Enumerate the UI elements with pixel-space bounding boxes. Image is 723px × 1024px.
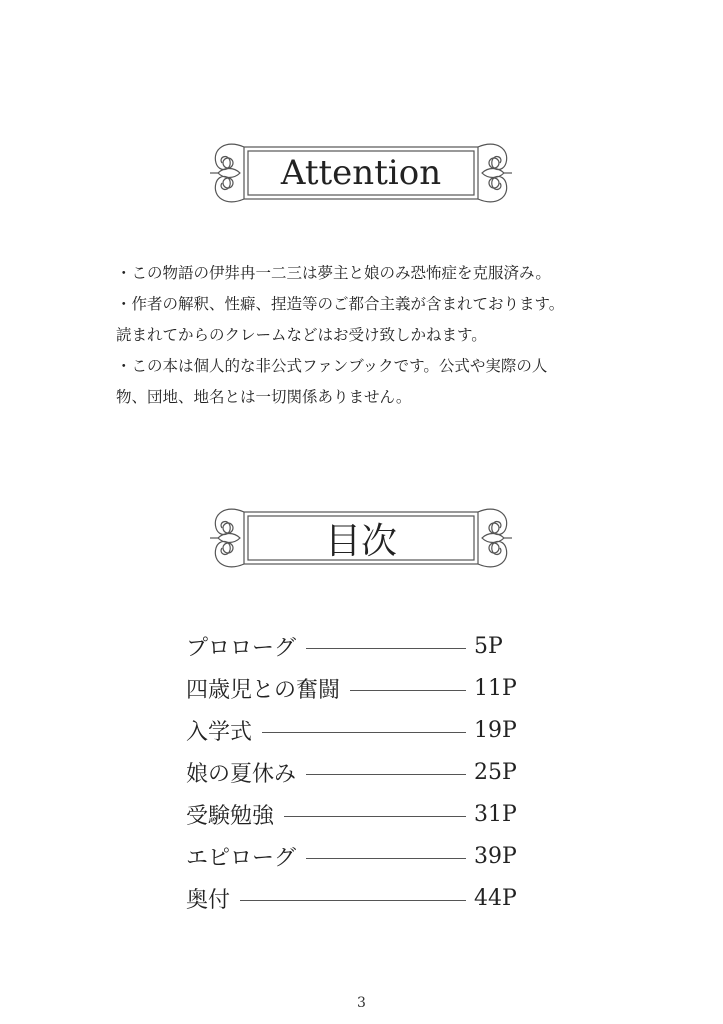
attention-line: ・この本は個人的な非公式ファンブックです。公式や実際の人 <box>116 357 548 375</box>
toc-entry[interactable] <box>186 709 526 751</box>
toc-entry-page: 44P <box>474 885 517 911</box>
toc-leader-line <box>284 816 466 817</box>
toc-entry[interactable] <box>186 667 526 709</box>
attention-line: 物、団地、地名とは一切関係ありません。 <box>116 388 412 406</box>
attention-line: ・この物語の伊弉冉一二三は夢主と娘のみ恐怖症を克服済み。 <box>116 264 551 282</box>
toc-entry-title: 四歳児との奮闘 <box>186 677 341 703</box>
toc-leader-line <box>306 858 466 859</box>
toc-leader-line <box>350 690 466 691</box>
toc-entry-page: 39P <box>474 843 517 869</box>
toc-leader-line <box>262 732 466 733</box>
toc-entry[interactable] <box>186 625 526 667</box>
toc-entry-page: 19P <box>474 717 517 743</box>
toc-entry[interactable] <box>186 877 526 919</box>
attention-line: 読まれてからのクレームなどはお受け致しかねます。 <box>116 326 487 344</box>
toc-entry-page: 31P <box>474 801 517 827</box>
attention-notes <box>116 258 636 413</box>
page-number: 3 <box>357 995 366 1011</box>
toc-entry-page: 11P <box>474 675 517 701</box>
toc-entry[interactable] <box>186 793 526 835</box>
toc-entry-title: プロローグ <box>186 635 297 661</box>
toc-title: 目次 <box>324 520 397 562</box>
attention-title: Attention <box>280 153 442 193</box>
toc-leader-line <box>306 648 466 649</box>
toc-leader-line <box>306 774 466 775</box>
toc-entry[interactable] <box>186 835 526 877</box>
toc-heading-frame <box>206 498 516 578</box>
toc-entry-title: 娘の夏休み <box>186 761 297 787</box>
toc-entry-title: 受験勉強 <box>186 803 275 829</box>
toc-entry[interactable] <box>186 751 526 793</box>
attention-heading-frame <box>206 133 516 213</box>
table-of-contents <box>186 625 526 919</box>
attention-line: ・作者の解釈、性癖、捏造等のご都合主義が含まれております。 <box>116 295 565 313</box>
toc-entry-page: 5P <box>474 633 503 659</box>
toc-entry-title: 入学式 <box>186 719 253 745</box>
toc-entry-title: 奥付 <box>186 887 231 913</box>
toc-entry-page: 25P <box>474 759 517 785</box>
toc-entry-title: エピローグ <box>186 845 297 871</box>
toc-leader-line <box>240 900 466 901</box>
